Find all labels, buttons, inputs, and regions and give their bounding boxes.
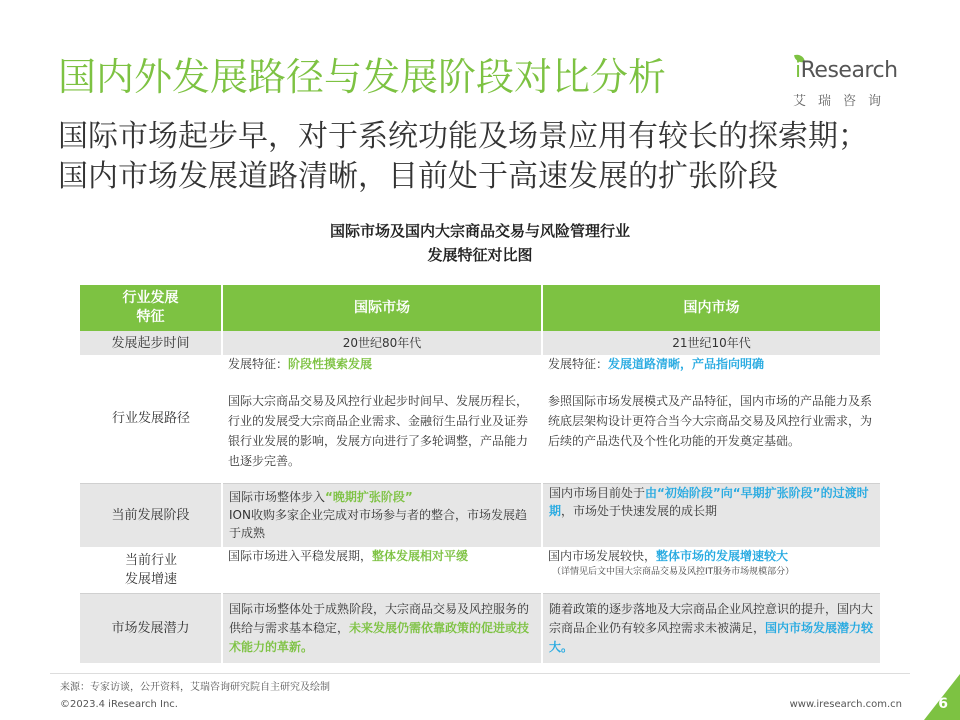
iresearch-logo (793, 50, 923, 110)
header-domestic: 国内市场 (542, 285, 880, 331)
subtitle-line-1: 国际市场起步早，对于系统功能及场景应用有较长的探索期； (58, 119, 868, 154)
website-url: www.iresearch.com.cn (789, 699, 902, 710)
table-row-potential (80, 593, 880, 663)
dom-stage-cell: 国内市场目前处于由“初始阶段”向“早期扩张阶段”的过渡时期，市场处于快速发展的成长期 (542, 483, 880, 547)
intl-start-time: 20世纪80年代 (222, 331, 542, 355)
dom-path-body: 参照国际市场发展模式及产品特征，国内市场的产品能力及系统底层架构设计更符合当今大宗商品交易及风控行业需求，为后续的产品迭代及个性化功能的开发奠定基础。 (548, 394, 873, 448)
table-row-path (80, 355, 880, 483)
table-row-start-time (80, 331, 880, 355)
row-label: 当前行业 发展增速 (80, 547, 222, 593)
table-header-row (80, 285, 880, 331)
intl-path-body: 国际大宗商品交易及风控行业起步时间早、发展历程长，行业的发展受大宗商品企业需求、金融衍生品行业及证券银行业发展的影响，发展方向进行了多轮调整，产品能力也逐步完善。 (228, 394, 529, 468)
footer-divider (50, 673, 910, 674)
row-label: 发展起步时间 (80, 331, 222, 355)
row-label: 行业发展路径 (80, 355, 222, 483)
chart-title (80, 219, 880, 267)
chart-title-line-1: 国际市场及国内大宗商品交易与风险管理行业 (329, 222, 630, 240)
page-subtitle (58, 117, 938, 197)
dom-growth-cell: 国内市场发展较快，整体市场的发展增速较大 （详情见后文中国大宗商品交易及风控IT服务市场规模部分） (542, 547, 880, 593)
intl-stage-cell: 国际市场整体步入“晚期扩张阶段” ION收购多家企业完成对市场参与者的整合，市场发展趋于成熟 (222, 483, 542, 547)
logo-subtitle: 艾瑞咨询 (793, 94, 894, 109)
row-label: 市场发展潜力 (80, 593, 222, 663)
source-note: 来源：专家访谈，公开资料，艾瑞咨询研究院自主研究及绘制 (60, 682, 330, 693)
logo-wordmark: iResearch (795, 58, 898, 83)
header-international: 国际市场 (222, 285, 542, 331)
header-feature: 行业发展 特征 (80, 285, 222, 331)
intl-path-cell: 发展特征：阶段性摸索发展 国际大宗商品交易及风控行业起步时间早、发展历程长，行业的发展受大宗商品企业需求、金融衍生品行业及证券银行业发展的影响，发展方向进行了多轮调整，产品能力也逐步完善。 (222, 355, 542, 483)
copyright: ©2023.4 iResearch Inc. (60, 699, 178, 710)
table-row-growth (80, 547, 880, 593)
dom-start-time: 21世纪10年代 (542, 331, 880, 355)
intl-growth-cell: 国际市场进入平稳发展期，整体发展相对平缓 (222, 547, 542, 593)
page-title: 国内外发展路径与发展阶段对比分析 (58, 55, 667, 99)
comparison-table (80, 285, 880, 663)
intl-potential-cell: 国际市场整体处于成熟阶段，大宗商品交易及风控服务的供给与需求基本稳定，未来发展仍需依靠政策的促进或技术能力的革新。 (222, 593, 542, 663)
dom-path-cell: 发展特征：发展道路清晰，产品指向明确 参照国际市场发展模式及产品特征，国内市场的产品能力及系统底层架构设计更符合当今大宗商品交易及风控行业需求，为后续的产品迭代及个性化功能的开发奠定基础。 (542, 355, 880, 483)
table-row-stage (80, 483, 880, 547)
chart-title-line-2: 发展特征对比图 (427, 246, 533, 264)
dom-potential-cell: 随着政策的逐步落地及大宗商品企业风控意识的提升，国内大宗商品企业仍有较多风控需求未被满足，国内市场发展潜力较大。 (542, 593, 880, 663)
dom-growth-note: （详情见后文中国大宗商品交易及风控IT服务市场规模部分） (552, 567, 795, 577)
page-number: 6 (938, 696, 948, 712)
subtitle-line-2: 国内市场发展道路清晰，目前处于高速发展的扩张阶段 (58, 159, 778, 194)
row-label: 当前发展阶段 (80, 483, 222, 547)
